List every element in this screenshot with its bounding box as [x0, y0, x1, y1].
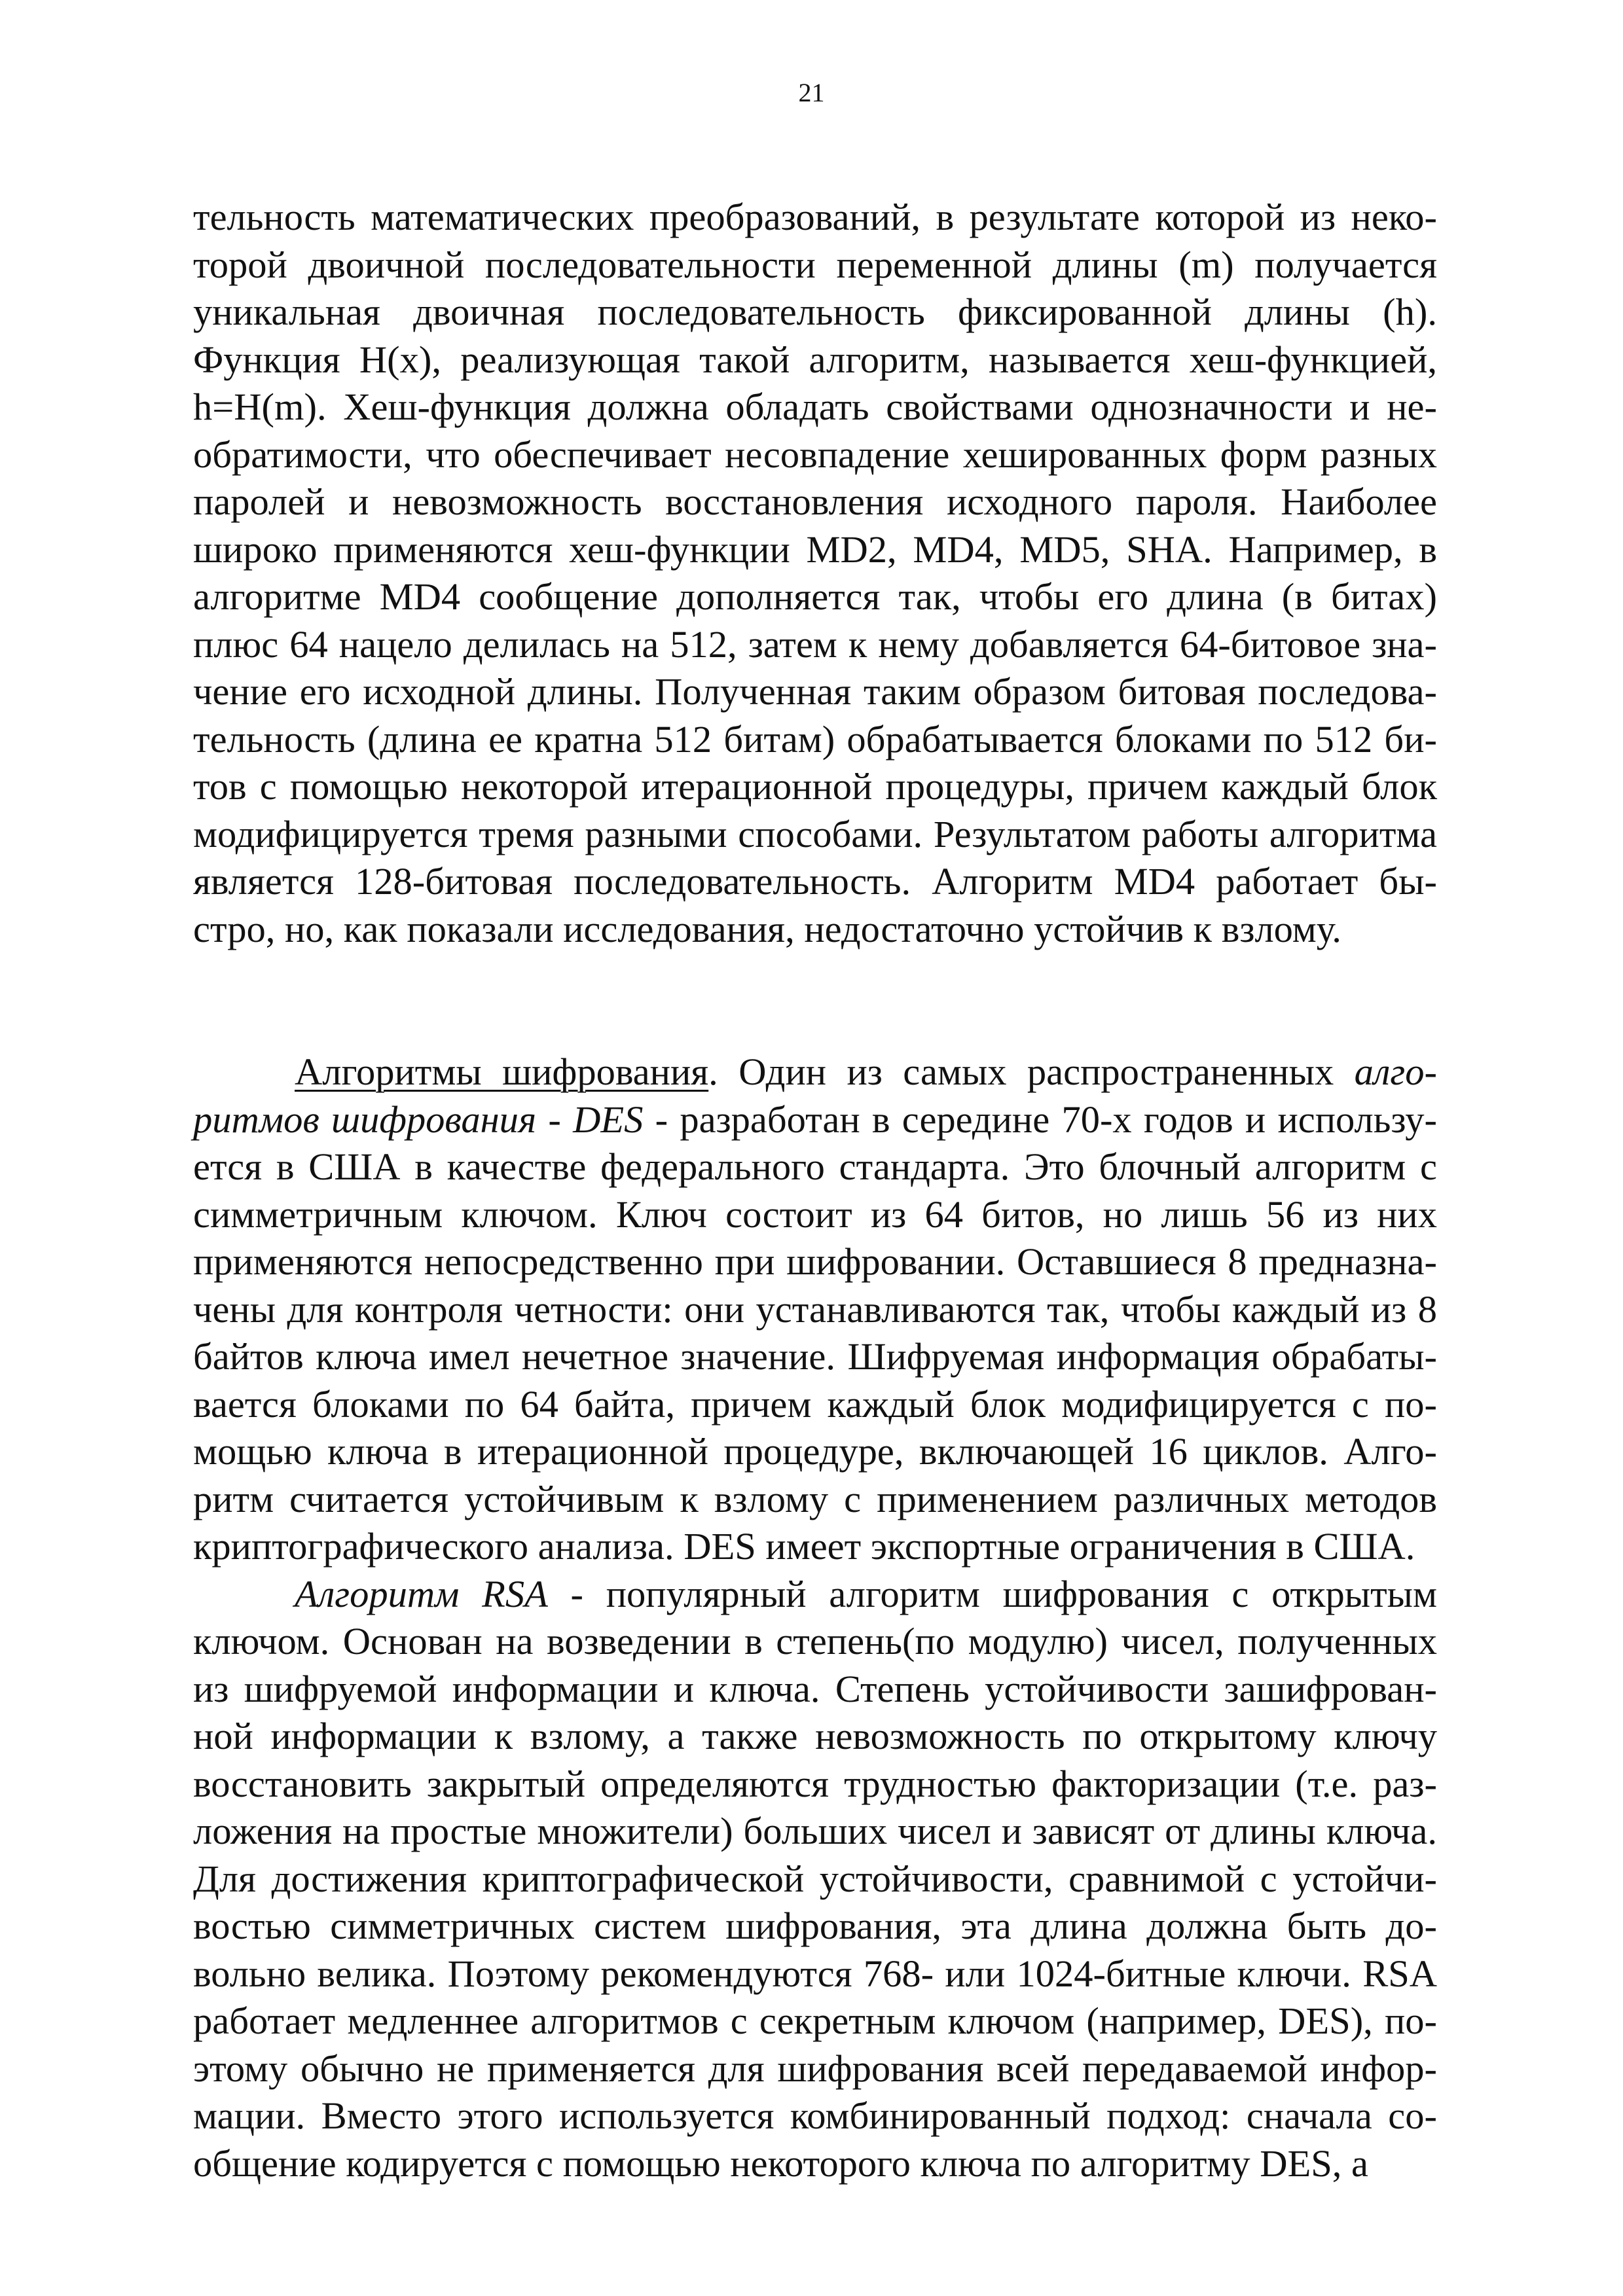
des-term: алгоритмов шифрования - DES — [193, 1050, 1437, 1141]
body-text — [193, 194, 1437, 2187]
page-number: 21 — [798, 78, 825, 107]
paragraph-rsa — [193, 1571, 1437, 2188]
section-heading: Алгоритмы шифрования — [295, 1050, 709, 1093]
paragraph-text: . Один из самых распространенных — [708, 1050, 1355, 1093]
rsa-term: Алгоритм RSA — [295, 1572, 548, 1615]
paragraph-hash-functions: тельность математических преобразований, в результате которой из некоторой двоичной последовательности переменной длины (m) получается уникальная двоичная последовательность фиксированной длины (h). Функция H(x), реализующая такой алгоритм, называется хеш-функцией, h=H(m). Хеш-функция должна обладать свойствами однозначности и необратимости, что обеспечивает несовпадение хешированных форм разных паролей и невозможность восстановления исходного пароля. Наиболее широко применяются хеш-функции MD2, MD4, MD5, SHA. Например, в алгоритме MD4 сообщение дополняется так, чтобы его длина (в битах) плюс 64 нацело делилась на 512, затем к нему добавляется 64-битовое значение его исходной длины. Полученная таким образом битовая последовательность (длина ее кратна 512 битам) обрабатывается блоками по 512 битов с помощью некоторой итерационной процедуры, причем каждый блок модифицируется тремя разными способами. Результатом работы алгоритма является 128-битовая последовательность. Алгоритм MD4 работает быстро, но, как показали исследования, недостаточно устойчив к взлому. — [193, 196, 1437, 950]
paragraph-text: - популярный алгоритм шифрования с открытым ключом. Основан на возведении в степень(по модулю) чисел, полученных из шифруемой информации и ключа. Степень устойчивости зашифрованной информации к взлому, а также невозможность по открытому ключу восстановить закрытый определяются трудностью факторизации (т.е. разложения на простые множители) больших чисел и зависят от длины ключа. Для достижения криптографической устойчивости, сравнимой с устойчивостью симметричных систем шифрования, эта длина должна быть довольно велика. Поэтому рекомендуются 768- или 1024-битные ключи. RSA работает медленнее алгоритмов с секретным ключом (например, DES), поэтому обычно не применяется для шифрования всей передаваемой информации. Вместо этого используется комбинированный подход: сначала сообщение кодируется с помощью некоторого ключа по алгоритму DES, а — [193, 1572, 1437, 2185]
paragraph-text: - разработан в середине 70-х годов и используется в США в качестве федерального стандарта. Это блочный алгоритм с симметричным ключом. Ключ состоит из 64 битов, но лишь 56 из них применяются непосредственно при шифровании. Оставшиеся 8 предназначены для контроля четности: они устанавливаются так, чтобы каждый из 8 байтов ключа имел нечетное значение. Шифруемая информация обрабатывается блоками по 64 байта, причем каждый блок модифицируется с помощью ключа в итерационной процедуре, включающей 16 циклов. Алгоритм считается устойчивым к взлому с применением различных методов криптографического анализа. DES имеет экспортные ограничения в США. — [193, 1098, 1438, 1568]
paragraph-encryption-algorithms — [193, 1049, 1437, 1571]
